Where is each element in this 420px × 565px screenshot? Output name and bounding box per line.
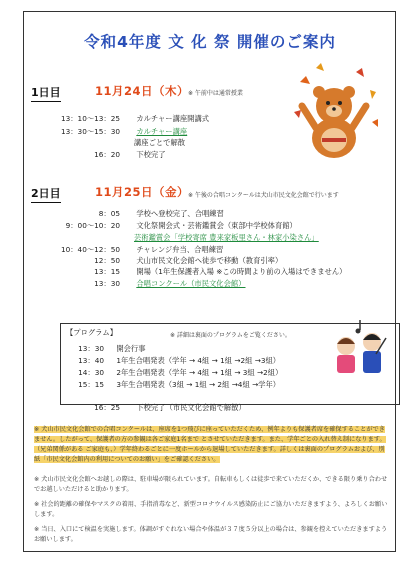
- event: カルチャー講座開講式: [136, 114, 210, 123]
- page-title: 令和4年度 文 化 祭 開催のご案内: [84, 33, 336, 51]
- time: 12：50: [94, 256, 120, 265]
- day2-row: [42, 267, 346, 277]
- time: 8：05: [98, 209, 120, 218]
- event: 開場（1年生保護者入場 ※この時間より前の入場はできません）: [136, 267, 347, 276]
- time: 16：20: [94, 150, 120, 159]
- event: 学校へ登校完了、合唱練習: [136, 209, 224, 218]
- day1-tag: 1日目: [31, 84, 61, 102]
- note-infection: ※ 社会的距離の確保やマスクの着用、手指消毒など、新型コロナウイルス感染防止にご協力いただきますよう、よろしくお願いします。: [34, 501, 388, 518]
- day1-note: ※ 午前中は通常授業: [188, 90, 243, 97]
- day2-note: ※ 午後の合唱コンクールは犬山市民文化会館で行います: [188, 192, 339, 199]
- day1-date: 11月24日（木）: [95, 84, 190, 98]
- chorus-contest-link[interactable]: 合唱コンクール（市民文化会館）: [136, 279, 246, 288]
- singers-illustration: [326, 312, 392, 378]
- day1-row: [42, 114, 209, 124]
- time: 13：30: [94, 279, 120, 288]
- program-note: ※ 詳細は裏面のプログラムをご覧ください。: [170, 332, 291, 339]
- day2-end-row: 16：25 下校完了（市民文化会館で解散）: [94, 403, 246, 412]
- bear-illustration: [286, 60, 382, 160]
- time: 9：00～10：20: [65, 221, 120, 230]
- day2-row: [42, 221, 297, 231]
- day2-row: [42, 279, 246, 289]
- art-appreciation-link[interactable]: 芸術鑑賞会「学校寄席 豊来家板里さん・林家小染さん」: [134, 233, 319, 242]
- day1-row: 講座ごとで解散: [134, 138, 186, 147]
- event: 文化祭開会式・芸術鑑賞会（東部中学校体育館）: [136, 221, 297, 230]
- note-temperature: ※ 当日、入口にて検温を実施します。体調がすぐれない場合や体温が３７度５分以上の場合は、参観を控えていただきますようお願いします。: [34, 526, 388, 543]
- event: 下校完了: [136, 150, 166, 159]
- program-row: 13：30 開会行事: [78, 344, 146, 353]
- time: 13：15: [94, 267, 120, 276]
- program-row: 14：30 2年生合唱発表（学年 → 4組 → 1組 → 3組 →2組）: [78, 368, 283, 377]
- day2-date: 11月25日（金）: [95, 185, 190, 199]
- day1-row: [42, 127, 187, 137]
- day2-tag: 2日目: [31, 185, 61, 203]
- program-row: 13：40 1年生合唱発表（学年 → 4組 → 1組 →2組 →3組）: [78, 356, 281, 365]
- day1-row: [42, 150, 166, 160]
- time: 13：10～13：25: [60, 114, 120, 123]
- event: 犬山市民文化会館へ徒歩で移動（教育引率）: [136, 256, 283, 265]
- time: 10：40～12：50: [60, 245, 120, 254]
- note-seating: ※ 犬山市民文化会館での合唱コンクールは、座席を1つ飛びに座っていただくため、例年よりも保護者席を確保することができません。したがって、保護者の方の参観は各ご家庭1名まで とさせていただきます。また、学年ごとの入れ替え制になります。（兄弟関係がある ご家庭も、）学年終わるごとに一度ホールから退場していただきます。詳しくは裏面のプログラムおよび、別紙「市民文化会館内の利用についてのお願い」をご確認ください。: [34, 426, 386, 463]
- program-label: 【プログラム】: [66, 328, 118, 337]
- day2-row: [42, 256, 282, 266]
- time: 13：30～15：30: [60, 127, 120, 136]
- music-note-icon: [356, 320, 361, 334]
- note-parking: ※ 犬山市民文化会館へお越しの際は、駐車場が限られています。自転車もしくは徒歩で来ていただくか、できる限り乗り合わせでお越しいただけると助かります。: [34, 476, 388, 493]
- program-row: 15：15 3年生合唱発表（3組 → 1組 → 2組 →4組 →学年）: [78, 380, 281, 389]
- day2-row: [42, 245, 223, 255]
- culture-course-link[interactable]: カルチャー講座: [136, 127, 188, 136]
- day2-row: [42, 209, 224, 219]
- event: チャレンジ弁当、合唱練習: [136, 245, 224, 254]
